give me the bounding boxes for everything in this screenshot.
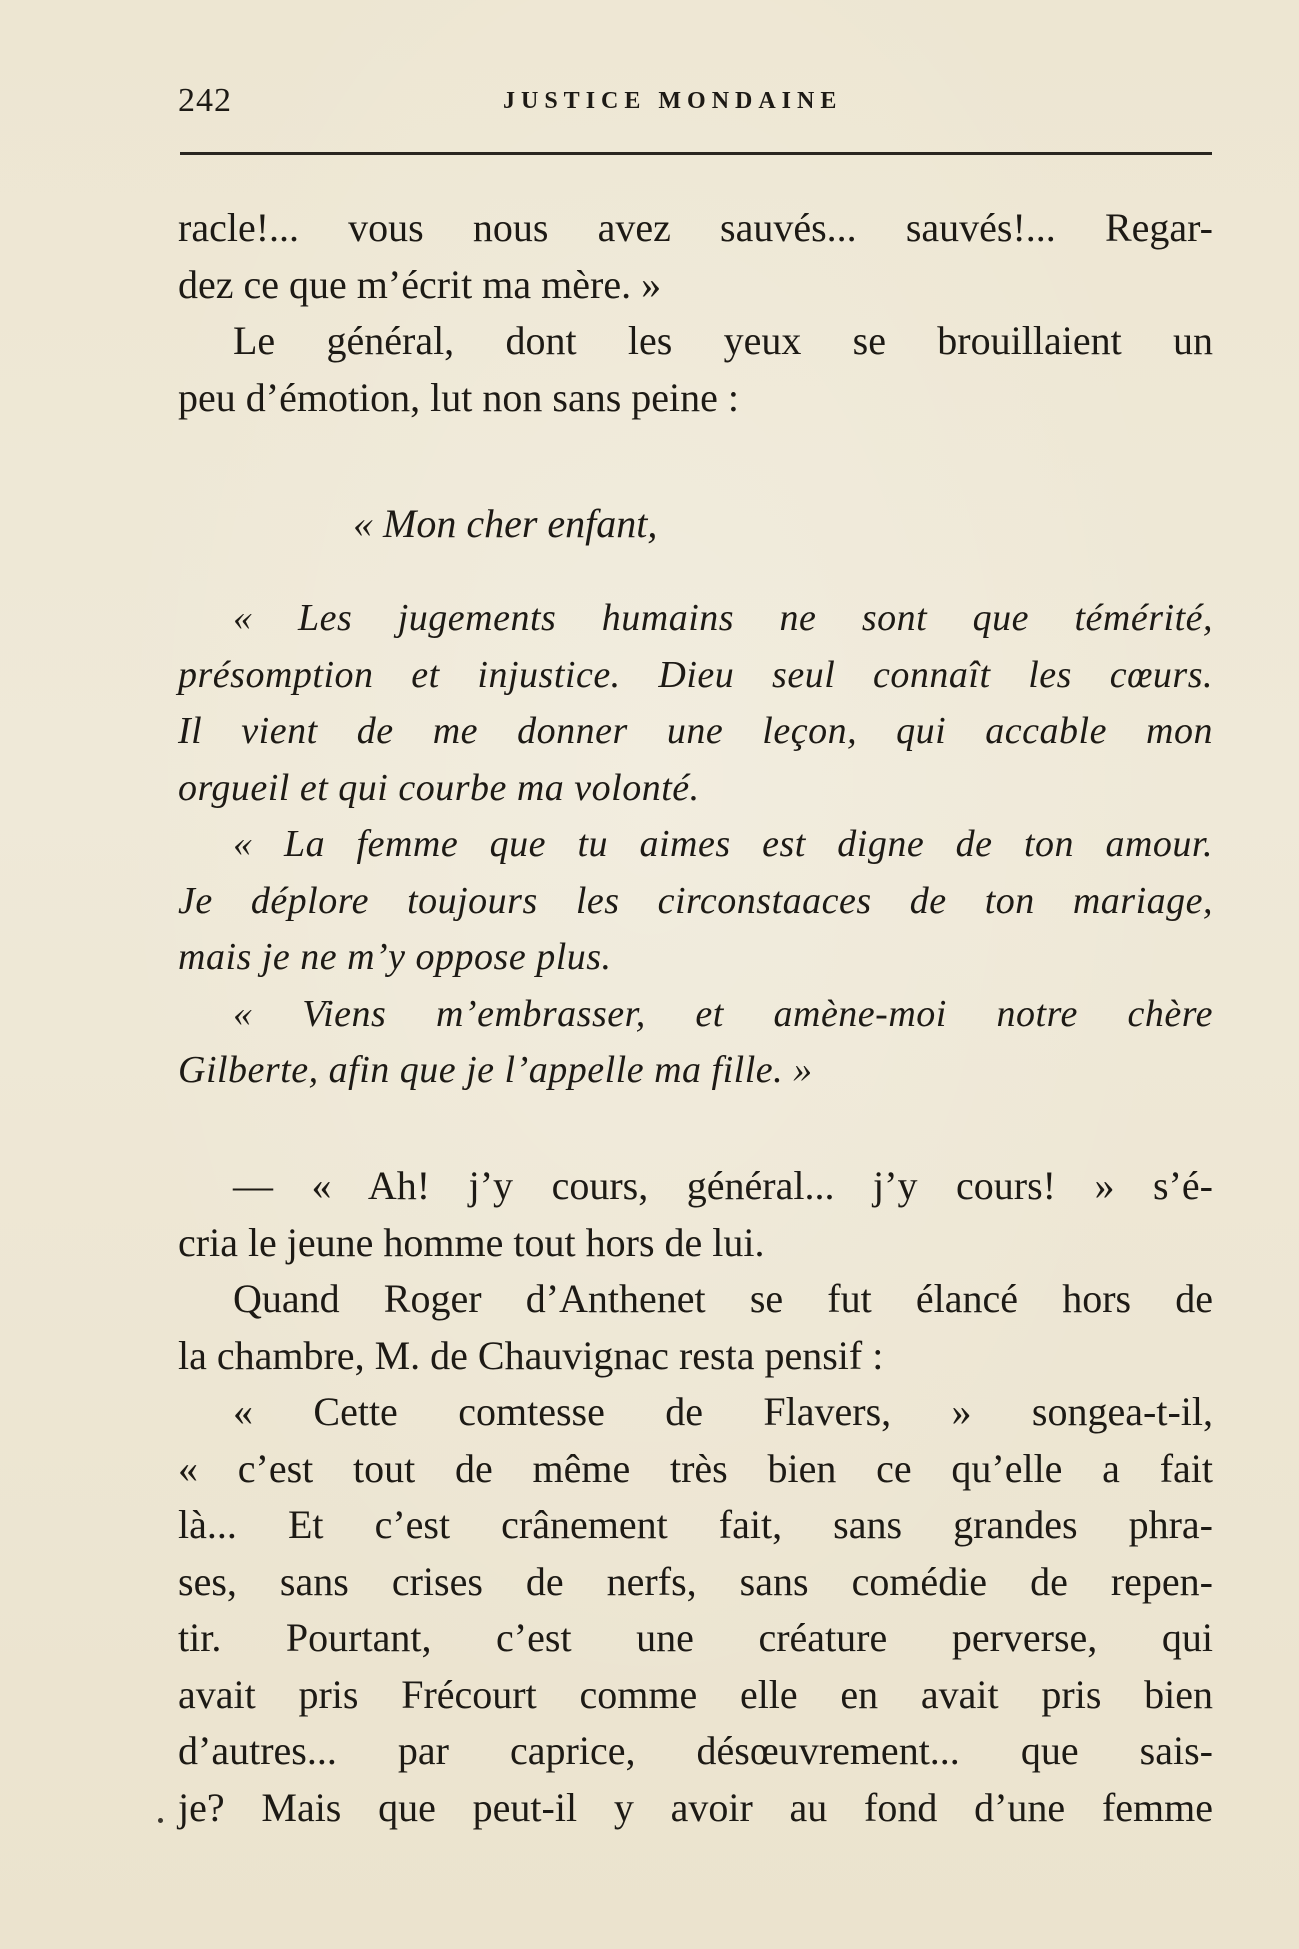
text-line: Quand Roger d’Anthenet se fut élancé hors de [233,1276,1213,1321]
ink-speck [158,1818,163,1823]
letter-line: orgueil et qui courbe ma volonté. [178,766,700,809]
letter-salutation: « Mon cher enfant, [353,501,658,546]
running-title: JUSTICE MONDAINE [503,88,843,114]
text-line: — « Ah! j’y cours, général... j’y cours! » s’é- [233,1163,1213,1208]
letter-line: « Viens m’embrasser, et amène-moi notre chère [233,992,1213,1035]
text-line: Le général, dont les yeux se brouillaient un [233,318,1213,363]
text-line: « c’est tout de même très bien ce qu’elle a fait [178,1445,1213,1491]
text-line: dez ce que m’écrit ma mère. » [178,261,662,307]
letter-line: mais je ne m’y oppose plus. [178,936,612,978]
letter-line: Gilberte, afin que je l’appelle ma fille. » [178,1049,813,1091]
opening-paragraphs [178,200,1213,426]
text-line: je? Mais que peut-il y avoir au fond d’une femme [178,1784,1213,1830]
text-line: tir. Pourtant, c’est une créature perverse, qui [178,1615,1213,1660]
letter-body [178,590,1213,1099]
text-line: ses, sans crises de nerfs, sans comédie de repen- [178,1558,1213,1604]
header-rule [180,152,1212,155]
page-number: 242 [178,82,232,119]
text-line: d’autres... par caprice, désœuvrement... que sais- [178,1728,1213,1773]
text-line: cria le jeune homme tout hors de lui. [178,1219,765,1265]
letter-line: présomption et injustice. Dieu seul connaît les cœurs. [178,653,1213,696]
text-line: « Cette comtesse de Flavers, » songea-t-il, [233,1389,1213,1434]
text-line: avait pris Frécourt comme elle en avait pris bien [178,1671,1213,1717]
closing-paragraphs [178,1158,1213,1836]
letter-line: Je déplore toujours les circonstaaces de ton mariage, [178,879,1213,922]
letter-line: Il vient de me donner une leçon, qui accable mon [178,710,1213,752]
text-line: là... Et c’est crânement fait, sans grandes phra- [178,1502,1213,1547]
letter-line: « Les jugements humains ne sont que témérité, [233,597,1213,639]
text-line: racle!... vous nous avez sauvés... sauvés!... Regar- [178,205,1213,250]
text-line: peu d’émotion, lut non sans peine : [178,374,740,420]
letter-line: « La femme que tu aimes est digne de ton amour. [233,823,1213,865]
text-line: la chambre, M. de Chauvignac resta pensif : [178,1332,884,1378]
running-head [178,82,1213,122]
